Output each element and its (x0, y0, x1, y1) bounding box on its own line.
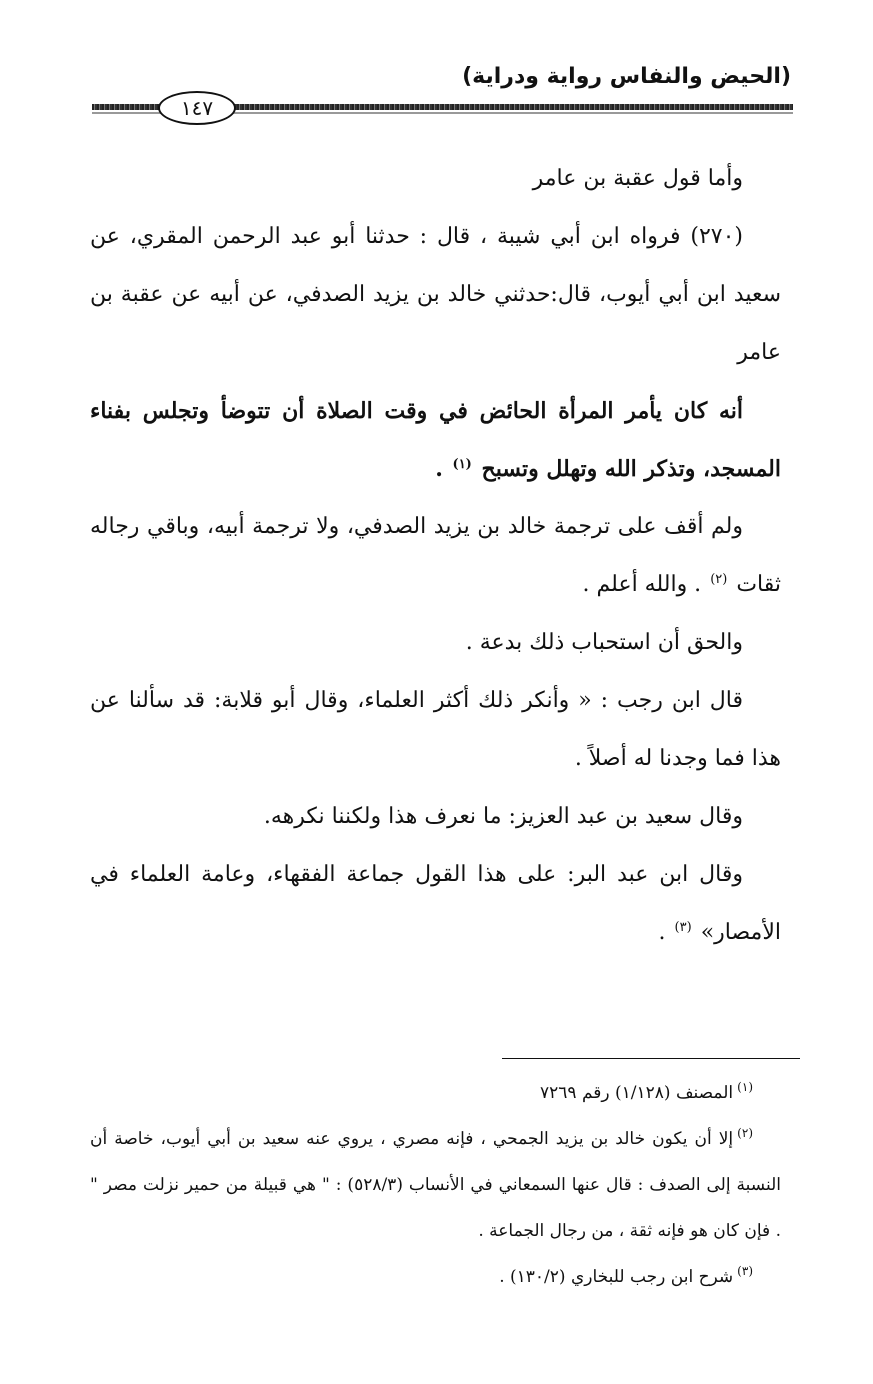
ibn-abd-albarr-text: وقال ابن عبد البر: على هذا القول جماعة الفقهاء، وعامة العلماء في الأمصار» (90, 862, 781, 945)
body-text (90, 150, 781, 962)
narrator-note-end: . والله أعلم . (582, 572, 702, 597)
hadith-text: أنه كان يأمر المرأة الحائض في وقت الصلاة أن تتوضأ وتجلس بفناء المسجد، وتذكر الله وتهلل وتسبح (90, 398, 781, 482)
footnote-number: (٢) (737, 1126, 753, 1141)
narrator-note-text: ولم أقف على ترجمة خالد بن يزيد الصدفي، ولا ترجمة أبيه، وباقي رجاله ثقات (90, 514, 781, 597)
footnotes (90, 1070, 781, 1300)
ibn-abd-albarr-end: . (658, 920, 666, 945)
footnote-text: المصنف (١/١٢٨) رقم ٧٢٦٩ (540, 1083, 734, 1103)
paragraph-verdict: والحق أن استحباب ذلك بدعة . (465, 630, 743, 655)
footnote-number: (١) (737, 1080, 753, 1095)
footnote-1 (90, 1070, 781, 1116)
footnote-text: شرح ابن رجب للبخاري (١٣٠/٢) . (499, 1267, 734, 1287)
footnote-ref-1: (١) (452, 456, 472, 472)
footnote-separator (502, 1058, 800, 1059)
footnote-text: إلا أن يكون خالد بن يزيد الجمحي ، فإنه مصري ، يروي عنه سعيد بن أبي أيوب، خاصة أن النسبة إلى الصدف : قال عنها السمعاني في الأنساب (٥٢٨/٣) : " هي قبيلة من حمير نزلت مصر " . فإن كان هو فإنه ثقة ، من رجال الجماعة . (90, 1129, 781, 1241)
paragraph-narrator-note (90, 498, 781, 614)
paragraph-said: وقال سعيد بن عبد العزيز: ما نعرف هذا ولكننا نكرهه. (263, 804, 743, 829)
paragraph-ibn-abd-albarr (90, 846, 781, 962)
footnote-ref-3: (٣) (674, 919, 692, 935)
paragraph-hadith-text (90, 382, 781, 498)
paragraph-ibn-rajab: قال ابن رجب : « وأنكر ذلك أكثر العلماء، وقال أبو قلابة: قد سألنا عن هذا فما وجدنا له أصلاً . (90, 688, 781, 771)
footnote-number: (٣) (737, 1264, 753, 1279)
hadith-end: . (435, 456, 443, 482)
footnote-2 (90, 1116, 781, 1254)
footnote-3 (90, 1254, 781, 1300)
paragraph-narration-270: (٢٧٠) فرواه ابن أبي شيبة ، قال : حدثنا أبو عبد الرحمن المقري، عن سعيد ابن أبي أيوب، قال:حدثني خالد بن يزيد الصدفي، عن أبيه عن عقبة بن عامر (90, 224, 781, 365)
page-number: ١٤٧ (158, 91, 236, 125)
footnote-ref-2: (٢) (710, 571, 728, 587)
running-title: (الحيض والنفاس رواية ودراية) (462, 64, 791, 89)
paragraph-intro: وأما قول عقبة بن عامر (532, 166, 743, 191)
